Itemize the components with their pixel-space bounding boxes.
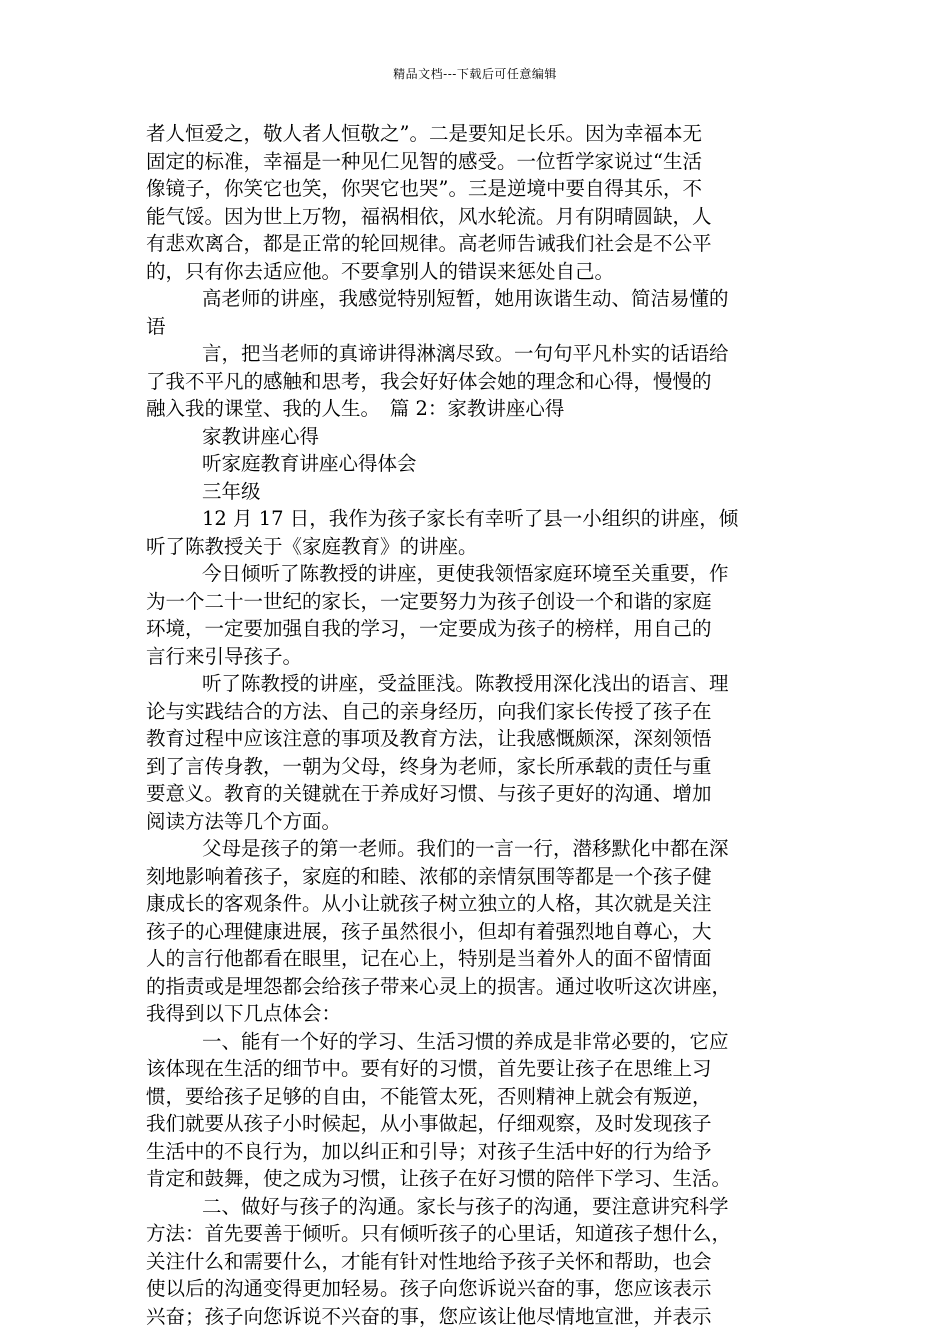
document-body	[146, 120, 816, 1330]
text-line: 能气馁。因为世上万物，福祸相依，风水轮流。月有阴晴圆缺，人	[146, 204, 712, 228]
text-line: 听家庭教育讲座心得体会	[202, 452, 417, 475]
text-line: 语	[146, 314, 166, 338]
text-line: 使以后的沟通变得更加轻易。孩子向您诉说兴奋的事，您应该表示	[146, 1277, 712, 1300]
text-line: 言，把当老师的真谛讲得淋漓尽致。一句句平凡朴实的话语给	[202, 342, 729, 365]
text-line: 人的言行他都看在眼里，记在心上，特别是当着外人的面不留情面	[146, 947, 712, 970]
text-line: 论与实践结合的方法、自己的亲身经历，向我们家长传授了孩子在	[146, 699, 712, 723]
text-line: 该体现在生活的细节中。要有好的习惯，首先要让孩子在思维上习	[146, 1057, 712, 1080]
text-line: 兴奋；孩子向您诉说不兴奋的事，您应该让他尽情地宣泄，并表示	[146, 1304, 712, 1328]
text-line: 今日倾听了陈教授的讲座，更使我领悟家庭环境至关重要，作	[202, 562, 729, 585]
text-line: 到了言传身教，一朝为父母，终身为老师，家长所承载的责任与重	[146, 754, 712, 778]
text-line: 有悲欢离合，都是正常的轮回规律。高老师告诫我们社会是不公平	[146, 232, 712, 255]
text-line: 肯定和鼓舞，使之成为习惯，让孩子在好习惯的陪伴下学习、生活。	[146, 1167, 732, 1190]
text-line: 孩子的心理健康进展，孩子虽然很小，但却有着强烈地自尊心，大	[146, 919, 712, 943]
text-line: 者人恒爱之，敬人者人恒敬之”。二是要知足长乐。因为幸福本无	[146, 122, 702, 145]
text-line: 融入我的课堂、我的人生。 篇 2：家教讲座心得	[146, 397, 565, 420]
text-line: 12 月 17 日，我作为孩子家长有幸听了县一小组织的讲座，倾	[202, 507, 739, 530]
text-line: 家教讲座心得	[202, 424, 320, 448]
text-line: 一、能有一个好的学习、生活习惯的养成是非常必要的，它应	[202, 1029, 729, 1053]
text-line: 的，只有你去适应他。不要拿别人的错误来惩处自己。	[146, 259, 615, 283]
text-line: 三年级	[202, 479, 261, 503]
page-header: 精品文档---下载后可任意编辑	[393, 67, 557, 81]
text-line: 了我不平凡的感触和思考，我会好好体会她的理念和心得，慢慢的	[146, 369, 712, 393]
text-line: 为一个二十一世纪的家长，一定要努力为孩子创设一个和谐的家庭	[146, 589, 712, 613]
text-line: 刻地影响着孩子，家庭的和睦、浓郁的亲情氛围等都是一个孩子健	[146, 864, 712, 888]
text-line: 环境，一定要加强自我的学习，一定要成为孩子的榜样，用自己的	[146, 617, 712, 640]
text-line: 教育过程中应该注意的事项及教育方法，让我感慨颇深，深刻领悟	[146, 727, 712, 750]
text-line: 阅读方法等几个方面。	[146, 809, 342, 833]
text-line: 惯，要给孩子足够的自由，不能管太死，否则精神上就会有叛逆，	[146, 1084, 712, 1108]
text-line: 我们就要从孩子小时候起，从小事做起，仔细观察，及时发现孩子	[146, 1112, 712, 1135]
text-line: 父母是孩子的第一老师。我们的一言一行，潜移默化中都在深	[202, 837, 729, 860]
text-line: 方法：首先要善于倾听。只有倾听孩子的心里话，知道孩子想什么，	[146, 1222, 732, 1245]
text-line: 要意义。教育的关键就在于养成好习惯、与孩子更好的沟通、增加	[146, 782, 712, 805]
text-line: 的指责或是埋怨都会给孩子带来心灵上的损害。通过收听这次讲座，	[146, 974, 732, 998]
text-line: 康成长的客观条件。从小让就孩子树立独立的人格，其次就是关注	[146, 892, 712, 915]
text-line: 像镜子，你笑它也笑，你哭它也哭”。三是逆境中要自得其乐，不	[146, 177, 702, 200]
text-line: 固定的标准，幸福是一种见仁见智的感受。一位哲学家说过“生活	[146, 149, 702, 173]
text-line: 听了陈教授关于《家庭教育》的讲座。	[146, 534, 478, 558]
text-line: 听了陈教授的讲座，受益匪浅。陈教授用深化浅出的语言、理	[202, 672, 729, 695]
text-line: 言行来引导孩子。	[146, 644, 303, 668]
text-line: 我得到以下几点体会：	[146, 1002, 342, 1025]
text-line: 二、做好与孩子的沟通。家长与孩子的沟通，要注意讲究科学	[202, 1194, 729, 1218]
text-line: 高老师的讲座，我感觉特别短暂，她用诙谐生动、简洁易懂的	[202, 287, 729, 310]
text-line: 生活中的不良行为，加以纠正和引导；对孩子生活中好的行为给予	[146, 1139, 712, 1163]
text-line: 关注什么和需要什么，才能有针对性地给予孩子关怀和帮助，也会	[146, 1249, 712, 1273]
